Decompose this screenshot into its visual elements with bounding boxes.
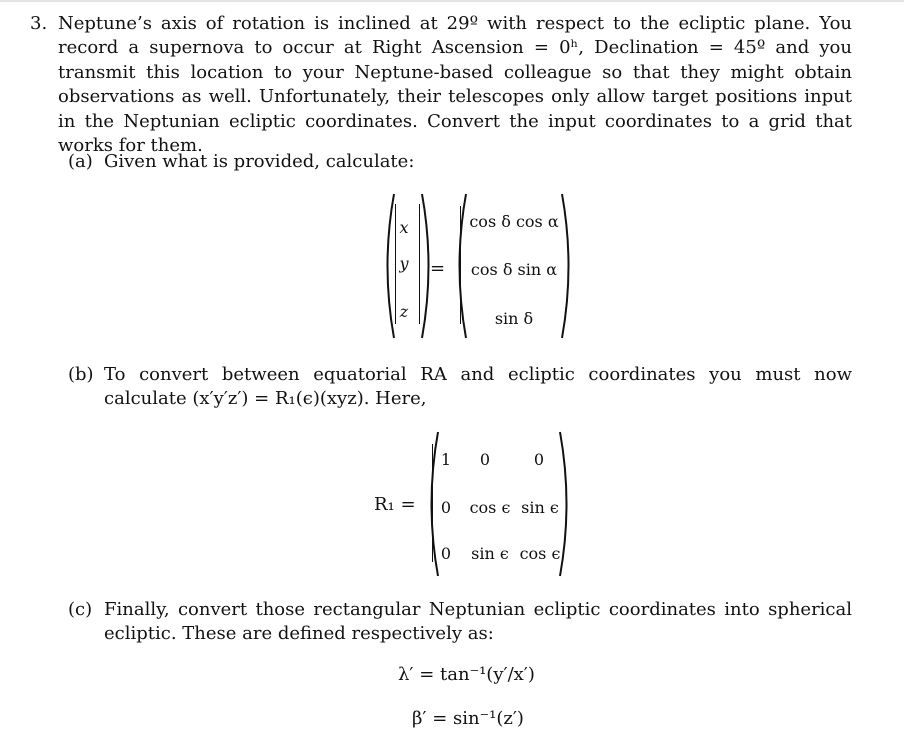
vector-cos-cos: cos δ cos α: [469, 212, 559, 231]
part-a-text: Given what is provided, calculate:: [104, 151, 415, 172]
formula-lambda: λ′ = tan⁻¹(y′/x′): [398, 664, 535, 685]
trig-vector-rule: [460, 206, 461, 324]
formula-beta: β′ = sin⁻¹(z′): [412, 708, 524, 729]
part-b: [68, 363, 852, 412]
problem-intro: Neptune’s axis of rotation is inclined at 29º with respect to the ecliptic plane. You record a supernova to occur at Right Ascension = 0ʰ, Declination = 45º and you transmit this location to your Neptune-based colleague so that they might obtain observations as well. Unfortunately, their telescopes only allow target positions input in the Neptunian ecliptic coordinates. Convert the input coordinates to a grid that works for them.: [58, 13, 852, 157]
vector-cos-sin: cos δ sin α: [470, 260, 558, 279]
xyz-vector: [380, 192, 436, 340]
matrix-r2c1: 0: [440, 498, 452, 517]
part-a: [68, 150, 852, 174]
rotation-matrix: [424, 430, 574, 578]
top-rule: [0, 0, 904, 2]
problem-number: 3.: [30, 13, 48, 34]
vector-z: z: [399, 302, 409, 321]
trig-vector: [452, 192, 576, 340]
matrix-r3c2: sin ϵ: [471, 544, 509, 563]
matrix-rule: [432, 444, 433, 562]
matrix-r3c3: cos ϵ: [519, 544, 561, 563]
matrix-r2c3: sin ϵ: [521, 498, 559, 517]
matrix-r1c2: 0: [479, 450, 491, 469]
vector-y: y: [399, 254, 409, 273]
vector-x: x: [399, 218, 409, 237]
part-c-text: Finally, convert those rectangular Neptunian ecliptic coordinates into spherical ecliptic. These are defined respectively as:: [104, 599, 852, 645]
matrix-r1c1: 1: [440, 450, 452, 469]
part-b-text: To convert between equatorial RA and ecliptic coordinates you must now calculate (x′y′z′) = R₁(ϵ)(xyz). Here,: [104, 364, 852, 410]
matrix-r1c3: 0: [533, 450, 545, 469]
matrix-r3c1: 0: [440, 544, 452, 563]
part-c: [68, 598, 852, 647]
part-b-label: (b): [68, 364, 94, 385]
equals-sign: =: [430, 258, 446, 279]
vector-x-rule: [395, 204, 396, 324]
matrix-r2c2: cos ϵ: [469, 498, 511, 517]
matrix-name: R₁ =: [374, 494, 416, 515]
vector-x-rule-right: [419, 204, 420, 324]
vector-sin: sin δ: [494, 309, 534, 328]
problem-statement: [30, 12, 852, 158]
part-a-label: (a): [68, 151, 93, 172]
part-c-label: (c): [68, 599, 93, 620]
